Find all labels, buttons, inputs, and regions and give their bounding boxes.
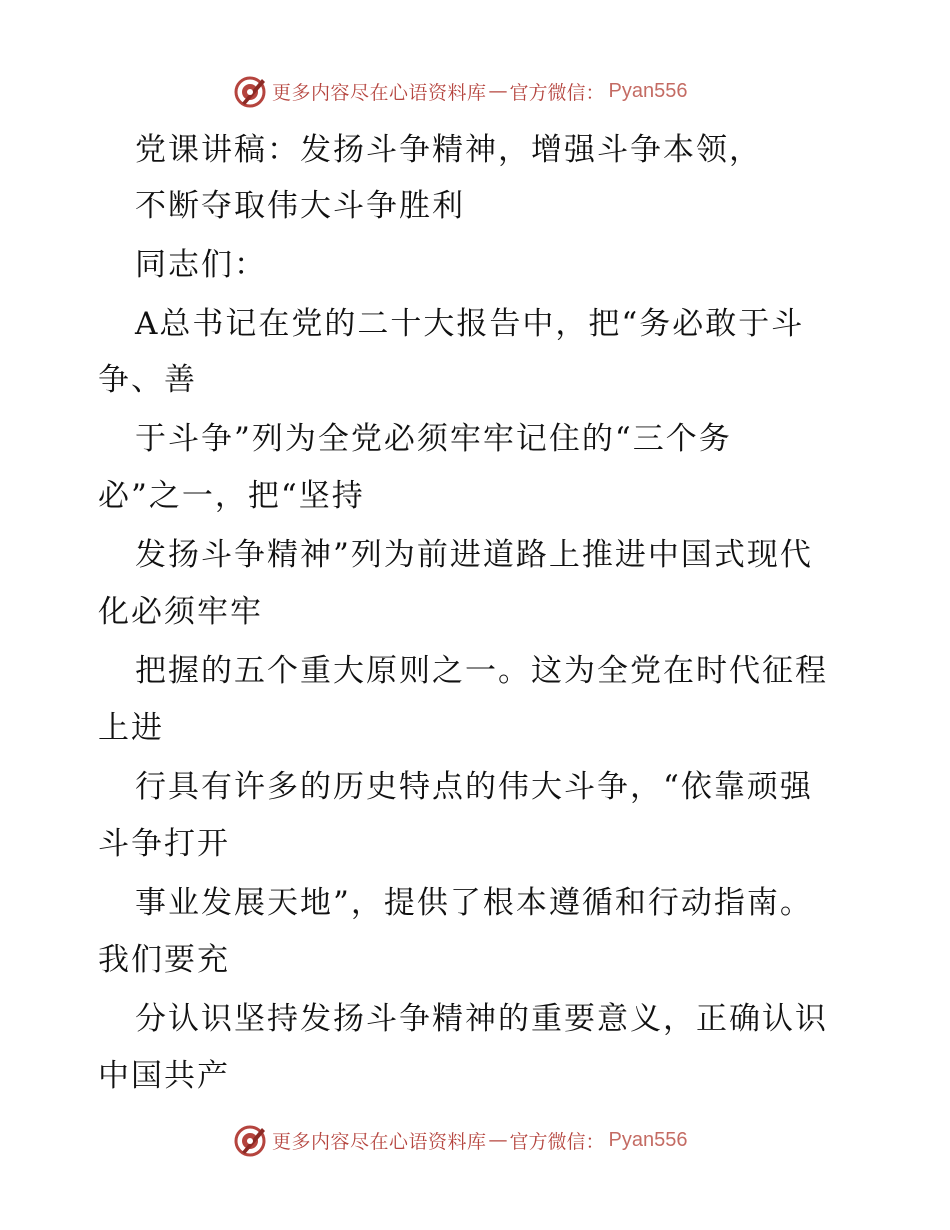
text-line-salutation: 同志们： bbox=[135, 247, 267, 283]
text-line: 上进 bbox=[98, 710, 164, 746]
text-line: 事业发展天地”，提供了根本遵循和行动指南。 bbox=[135, 885, 813, 921]
header-watermark bbox=[232, 73, 688, 109]
watermark-wechat-label: 官方微信： bbox=[509, 81, 605, 104]
text-line: 发扬斗争精神”列为前进道路上推进中国式现代 bbox=[135, 537, 813, 573]
watermark-separator: — bbox=[488, 1129, 508, 1151]
text-line: 把握的五个重大原则之一。这为全党在时代征程 bbox=[135, 653, 828, 689]
watermark-brand-text: 更多内容尽在心语资料库 bbox=[272, 1130, 487, 1153]
watermark-wechat-id: Pyan556 bbox=[608, 79, 688, 102]
text-line: 化必须牢牢 bbox=[98, 594, 263, 630]
pen-logo-icon bbox=[232, 73, 268, 109]
text-line: 分认识坚持发扬斗争精神的重要意义，正确认识 bbox=[135, 1001, 828, 1037]
text-line: 我们要充 bbox=[98, 942, 230, 978]
text-line: 争、善 bbox=[98, 362, 197, 398]
watermark-brand-text: 更多内容尽在心语资料库 bbox=[272, 81, 487, 104]
watermark-separator: — bbox=[488, 80, 508, 102]
text-line-title-2: 不断夺取伟大斗争胜利 bbox=[135, 188, 465, 224]
watermark-wechat-id: Pyan556 bbox=[608, 1128, 688, 1151]
text-line: 中国共产 bbox=[98, 1058, 230, 1094]
text-line: 行具有许多的历史特点的伟大斗争，“依靠顽强 bbox=[135, 769, 813, 805]
text-line: 于斗争”列为全党必须牢牢记住的“三个务 bbox=[135, 421, 732, 457]
text-line-title-1: 党课讲稿：发扬斗争精神，增强斗争本领， bbox=[135, 132, 762, 168]
text-line: 必”之一，把“坚持 bbox=[98, 478, 365, 514]
footer-watermark bbox=[232, 1122, 688, 1158]
text-line: A总书记在党的二十大报告中，把“务必敢于斗 bbox=[135, 306, 805, 342]
pen-logo-icon bbox=[232, 1122, 268, 1158]
watermark-wechat-label: 官方微信： bbox=[509, 1130, 605, 1153]
text-line: 斗争打开 bbox=[98, 826, 230, 862]
